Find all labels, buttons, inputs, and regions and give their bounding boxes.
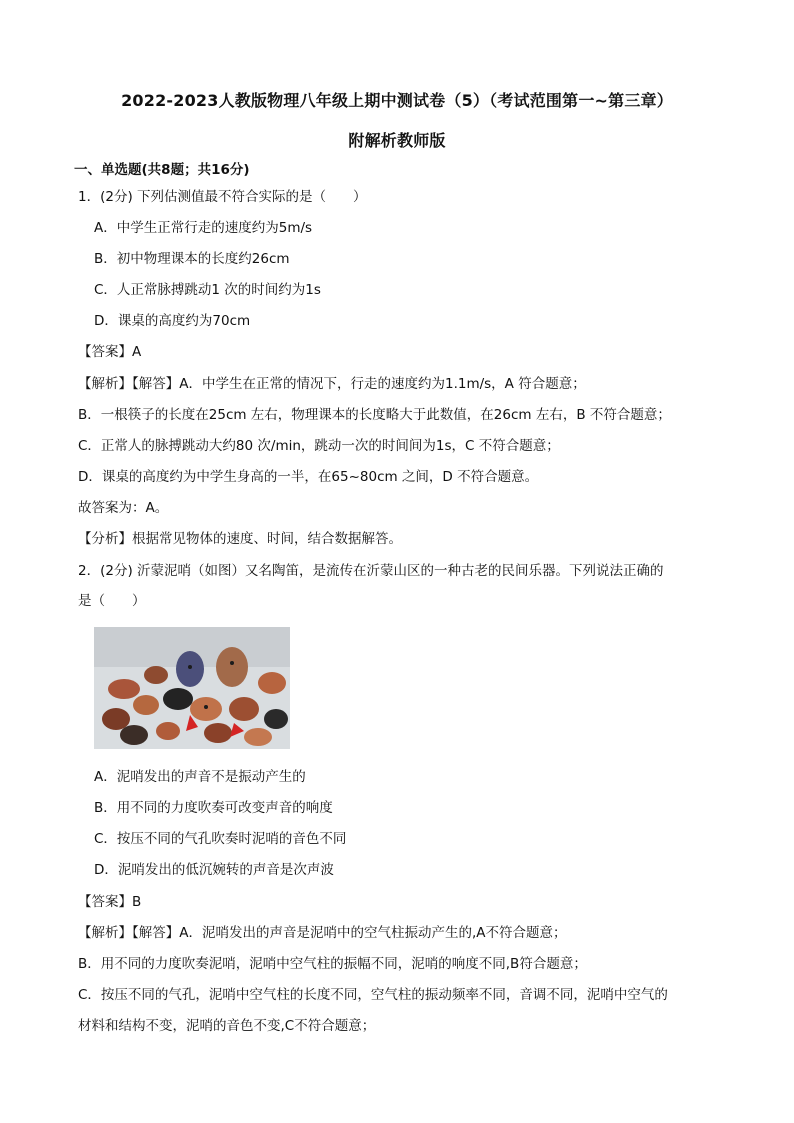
q1-analysis-line: 【解析】【解答】A．中学生在正常的情况下，行走的速度约为1.1m/s，A 符合题意； xyxy=(78,376,586,392)
q1-analysis-line: B．一根筷子的长度在25cm 左右，物理课本的长度略大于此数值，在26cm 左右，B 不符合题意； xyxy=(78,407,671,423)
q1-option-d: D．课桌的高度约为70cm xyxy=(94,313,251,329)
q2-answer: 【答案】B xyxy=(78,894,142,910)
q1-option-c: C．人正常脉搏跳动1 次的时间约为1s xyxy=(94,282,321,298)
document-title: 2022-2023人教版物理八年级上期中测试卷（5）（考试范围第一~第三章） xyxy=(121,91,673,110)
q2-analysis-line: B．用不同的力度吹奏泥哨，泥哨中空气柱的振幅不同，泥哨的响度不同,B符合题意； xyxy=(78,956,587,972)
q1-conclusion: 故答案为：A。 xyxy=(78,500,169,516)
q1-option-b: B．初中物理课本的长度约26cm xyxy=(94,251,290,267)
q2-analysis-line: C．按压不同的气孔，泥哨中空气柱的长度不同，空气柱的振动频率不同，音调不同，泥哨中空气的 xyxy=(78,987,668,1003)
q1-answer: 【答案】A xyxy=(78,344,142,360)
q2-option-c: C．按压不同的气孔吹奏时泥哨的音色不同 xyxy=(94,831,347,847)
q1-stem: 1．(2分) 下列估测值最不符合实际的是（ ） xyxy=(78,189,367,205)
section-header: 一、单选题(共8题；共16分) xyxy=(74,162,250,178)
q2-stem-line2: 是（ ） xyxy=(78,593,146,609)
q1-option-a: A．中学生正常行走的速度约为5m/s xyxy=(94,220,313,236)
q1-analysis-line: D．课桌的高度约为中学生身高的一半，在65~80cm 之间，D 不符合题意。 xyxy=(78,469,539,485)
q2-option-b: B．用不同的力度吹奏可改变声音的响度 xyxy=(94,800,333,816)
q2-stem-line1: 2．(2分) 沂蒙泥哨（如图）又名陶笛，是流传在沂蒙山区的一种古老的民间乐器。下列说法正确的 xyxy=(78,563,664,579)
q1-summary: 【分析】根据常见物体的速度、时间，结合数据解答。 xyxy=(78,531,402,547)
ocarina-illustration xyxy=(94,627,290,749)
q2-analysis-line: 【解析】【解答】A．泥哨发出的声音是泥哨中的空气柱振动产生的,A不符合题意； xyxy=(78,925,567,941)
q2-option-a: A．泥哨发出的声音不是振动产生的 xyxy=(94,769,306,785)
q1-analysis-line: C．正常人的脉搏跳动大约80 次/min，跳动一次的时间间为1s，C 不符合题意； xyxy=(78,438,560,454)
q2-option-d: D．泥哨发出的低沉婉转的声音是次声波 xyxy=(94,862,334,878)
q2-analysis-line: 材料和结构不变，泥哨的音色不变,C不符合题意； xyxy=(78,1018,376,1034)
ocarina-photo xyxy=(94,627,290,749)
document-subtitle: 附解析教师版 xyxy=(348,131,446,150)
